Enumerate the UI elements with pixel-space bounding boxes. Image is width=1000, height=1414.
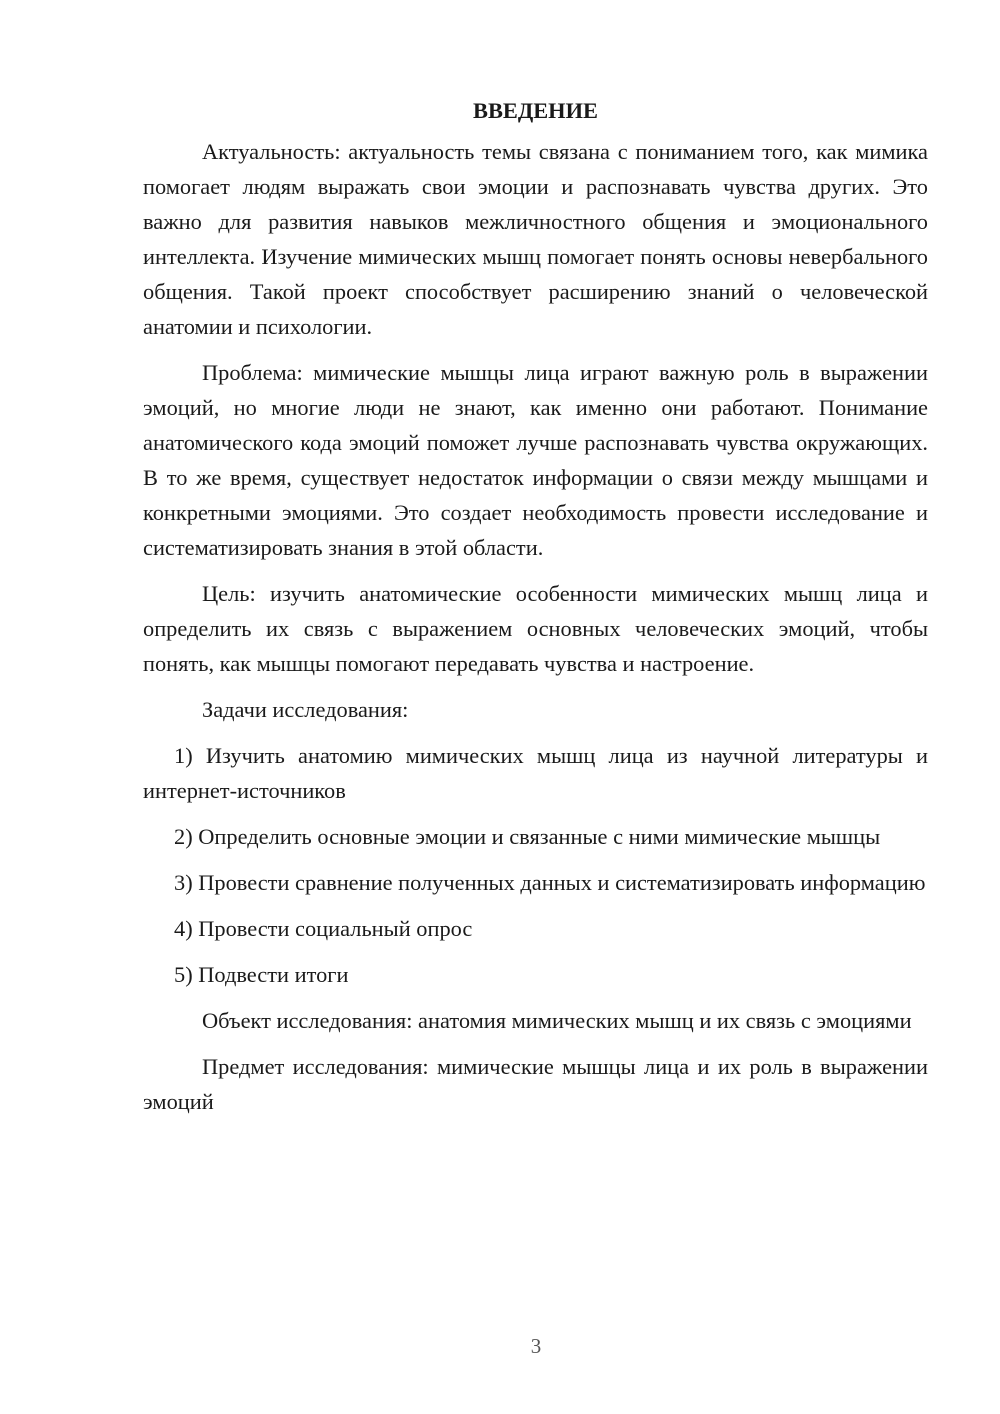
subject-paragraph: Предмет исследования: мимические мышцы лица и их роль в выражении эмоций [143, 1054, 928, 1114]
problem-paragraph: Проблема: мимические мышцы лица играют важную роль в выражении эмоций, но многие люди не знают, как именно они работают. Понимание анатомического кода эмоций поможет лучше распознавать чувства окружающих. В то же время, существует недостаток информации о связи между мышцами и конкретными эмоциями. Это создает необходимость провести исследование и систематизировать знания в этой области. [143, 360, 928, 560]
goal-paragraph: Цель: изучить анатомические особенности мимических мышц лица и определить их связь с выражением основных человеческих эмоций, чтобы понять, как мышцы помогают передавать чувства и настроение. [143, 581, 928, 676]
task-item: 2) Определить основные эмоции и связанные с ними мимические мышцы [174, 824, 881, 849]
page-number: 3 [530, 1334, 542, 1358]
section-heading: ВВЕДЕНИЕ [473, 98, 598, 123]
task-item: 5) Подвести итоги [174, 962, 349, 987]
tasks-list [143, 738, 928, 992]
relevance-paragraph: Актуальность: актуальность темы связана с пониманием того, как мимика помогает людям выражать свои эмоции и распознавать чувства других. Это важно для развития навыков межличностного общения и эмоционального интеллекта. Изучение мимических мышц помогает понять основы невербального общения. Такой проект способствует расширению знаний о человеческой анатомии и психологии. [143, 139, 928, 339]
page-content [143, 96, 928, 1130]
task-item: 1) Изучить анатомию мимических мышц лица из научной литературы и интернет-источников [143, 743, 928, 803]
task-item: 4) Провести социальный опрос [174, 916, 473, 941]
tasks-heading: Задачи исследования: [202, 697, 409, 722]
object-paragraph: Объект исследования: анатомия мимических мышц и их связь с эмоциями [202, 1008, 912, 1033]
task-item: 3) Провести сравнение полученных данных и систематизировать информацию [174, 870, 926, 895]
